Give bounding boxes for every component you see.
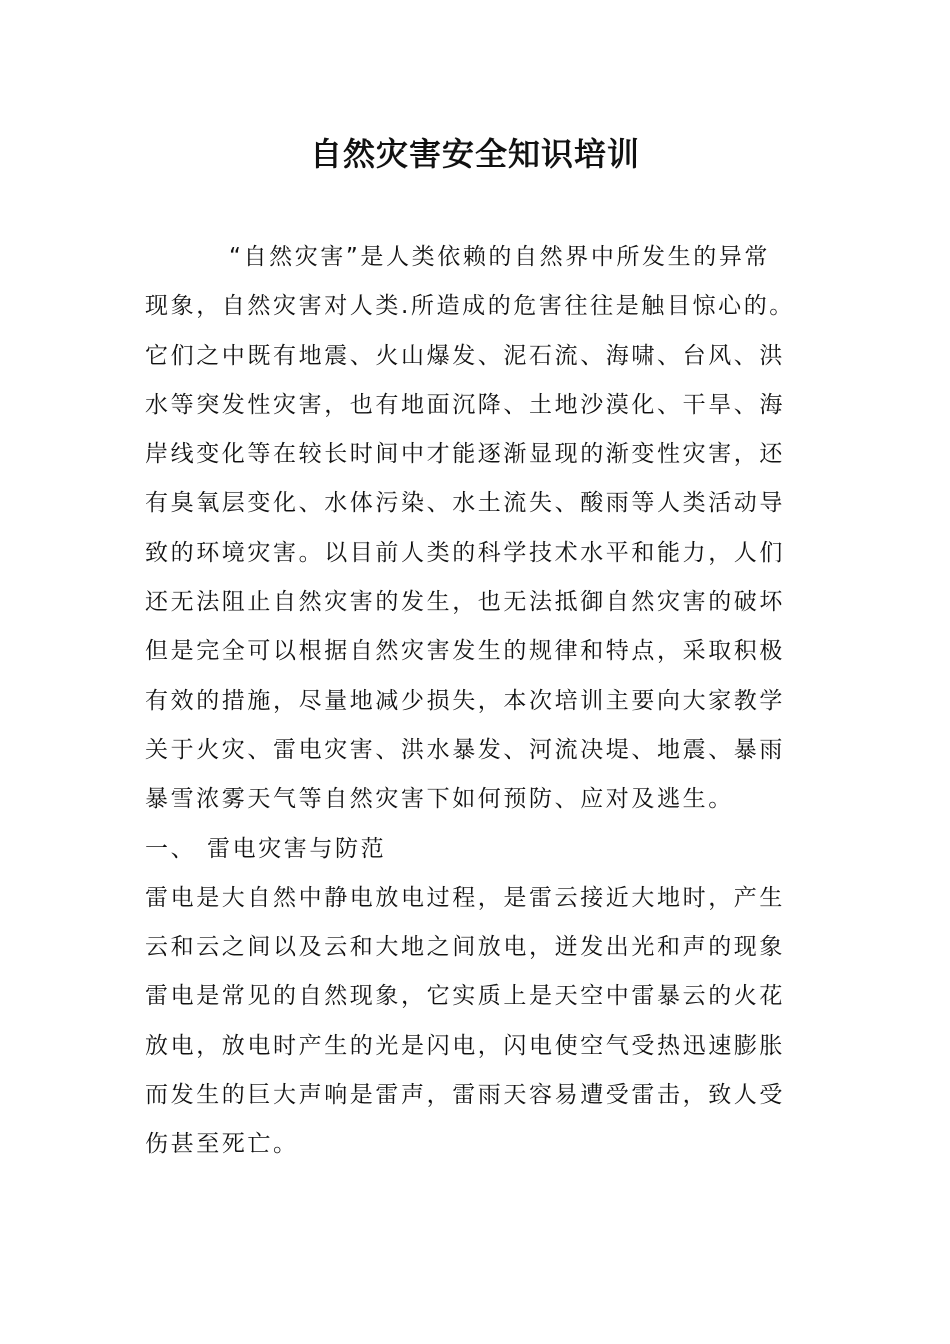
- paragraph-line: 致的环境灾害。以目前人类的科学技术水平和能力，人们: [145, 539, 785, 566]
- paragraph-line: 但是完全可以根据自然灾害发生的规律和特点，采取积极: [145, 638, 785, 665]
- document-title: 自然灾害安全知识培训: [309, 135, 640, 173]
- paragraph-line: “自然灾害”是人类依赖的自然界中所发生的异常: [229, 244, 771, 270]
- paragraph-line: 水等突发性灾害，也有地面沉降、土地沙漠化、干旱、海: [145, 391, 785, 418]
- paragraph-line: 暴雪浓雾天气等自然灾害下如何预防、应对及逃生。: [145, 786, 734, 813]
- paragraph-line: 云和云之间以及云和大地之间放电，迸发出光和声的现象: [145, 934, 785, 961]
- paragraph-line: 它们之中既有地震、火山爆发、泥石流、海啸、台风、洪: [145, 342, 785, 369]
- section-heading-text: 雷电灾害与防范: [207, 835, 387, 862]
- paragraph-line: 有效的措施，尽量地减少损失，本次培训主要向大家教学: [145, 687, 785, 714]
- section-heading: [145, 825, 809, 874]
- paragraph-line: 还无法阻止自然灾害的发生，也无法抵御自然灾害的破坏: [145, 589, 785, 616]
- paragraph-line: 有臭氧层变化、水体污染、水土流失、酸雨等人类活动导: [145, 490, 785, 517]
- paragraph-line: 现象，自然灾害对人类.所造成的危害往往是触目惊心的。: [145, 293, 795, 320]
- paragraph-line: 伤甚至死亡。: [145, 1131, 299, 1158]
- paragraph-line: 而发生的巨大声响是雷声，雷雨天容易遭受雷击，致人受: [145, 1082, 785, 1109]
- section-number: 一、: [145, 835, 197, 862]
- paragraph-line: 雷电是常见的自然现象，它实质上是天空中雷暴云的火花: [145, 983, 785, 1010]
- document-body: [145, 233, 809, 1170]
- paragraph-line: 雷电是大自然中静电放电过程，是雷云接近大地时，产生: [145, 884, 785, 911]
- paragraph-line: 关于火灾、雷电灾害、洪水暴发、河流决堤、地震、暴雨: [145, 736, 785, 763]
- paragraph-line: 岸线变化等在较长时间中才能逐渐显现的渐变性灾害，还: [145, 441, 785, 468]
- paragraph-line: 放电，放电时产生的光是闪电，闪电使空气受热迅速膨胀: [145, 1032, 785, 1059]
